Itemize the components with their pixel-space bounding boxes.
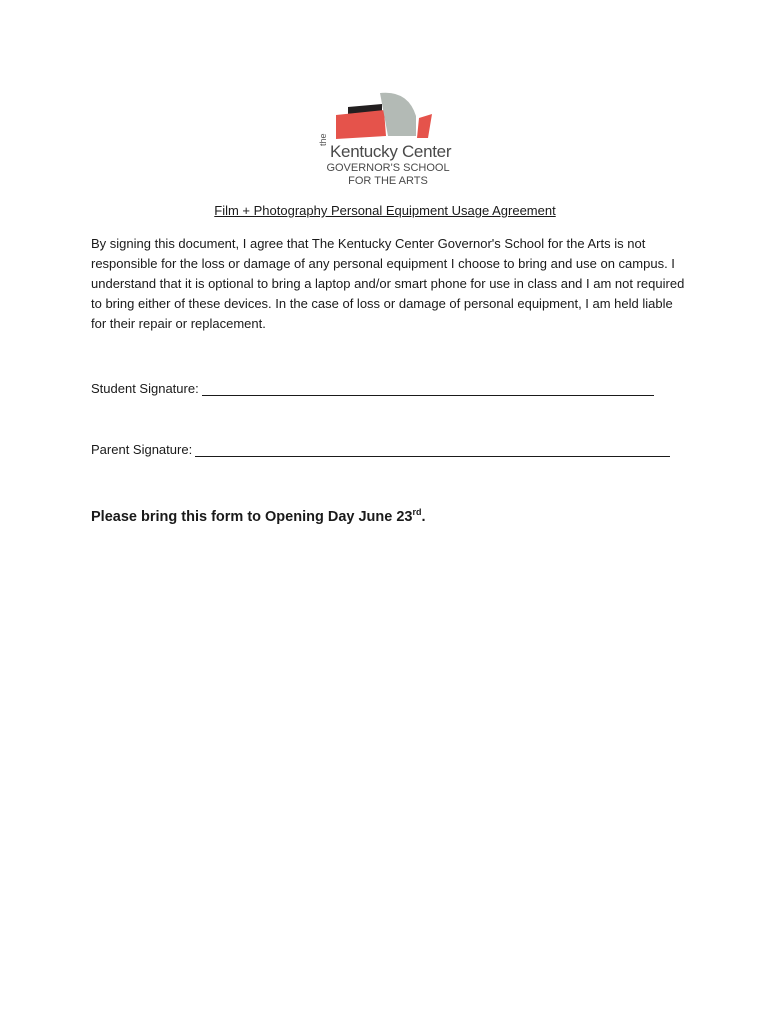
logo-the-text: the [318, 133, 328, 146]
closing-text: Please bring this form to Opening Day June 23 [91, 508, 413, 525]
closing-instruction [91, 507, 426, 525]
kentucky-center-logo [318, 88, 468, 192]
closing-period: . [421, 508, 426, 525]
student-signature-line[interactable] [202, 381, 654, 396]
logo-subtitle-line2: FOR THE ARTS [348, 175, 428, 187]
parent-signature-label: Parent Signature: [91, 442, 193, 457]
logo-subtitle [323, 162, 453, 188]
logo-subtitle-line1: GOVERNOR'S SCHOOL [326, 162, 450, 174]
logo-kentucky-center-text: Kentucky Center [330, 142, 452, 161]
parent-signature-row [91, 442, 670, 457]
closing-superscript: rd [412, 507, 422, 517]
parent-signature-line[interactable] [195, 442, 670, 457]
agreement-paragraph: By signing this document, I agree that The Kentucky Center Governor's School for the Arts is not responsible for the loss or damage of any personal equipment I choose to bring and use on campus. I understand that it is optional to bring a laptop and/or smart phone for use in class and I am not required to bring either of these devices. In the case of loss or damage of personal equipment, I am held liable for their repair or replacement. [91, 236, 685, 331]
logo-graphic [318, 88, 468, 148]
logo-red-shape-right [417, 114, 432, 138]
document-title: Film + Photography Personal Equipment Usage Agreement [214, 203, 556, 218]
student-signature-label: Student Signature: [91, 381, 199, 396]
student-signature-row [91, 381, 654, 396]
logo-red-shape-left [336, 110, 386, 139]
